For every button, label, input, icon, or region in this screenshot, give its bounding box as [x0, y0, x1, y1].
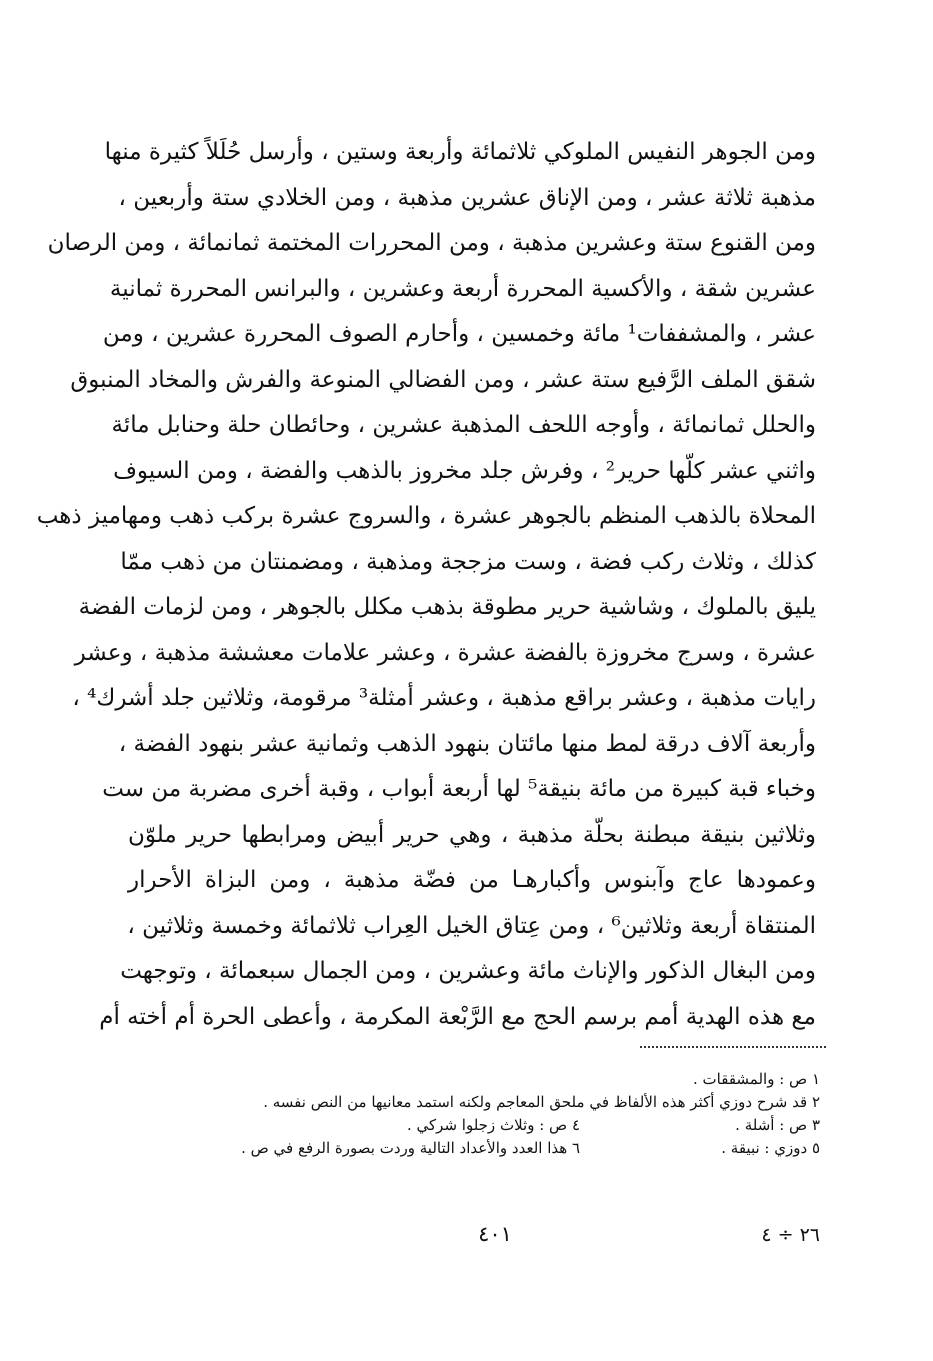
text-line: رايات مذهبة ، وعشر براقع مذهبة ، وعشر أمثلة³ مرقومة، وثلاثين جلد أشرك⁴ ، — [72, 685, 816, 711]
footnote-row — [140, 1114, 820, 1137]
footnote-row — [140, 1068, 820, 1091]
footnote-row — [140, 1137, 820, 1160]
text-line: ومن القنوع ستة وعشرين مذهبة ، ومن المحررات المختمة ثمانمائة ، ومن الرصان — [47, 230, 816, 256]
text-line: المنتقاة أربعة وثلاثين⁶ ، ومن عِتاق الخيل العِراب ثلاثمائة وخمسة وثلاثين ، — [127, 912, 816, 939]
signature-mark: ٢٦ ÷ ٤ — [761, 1224, 820, 1246]
text-line: شقق الملف الرَّفيع ستة عشر ، ومن الفضالي المنوعة والفرش والمخاد المنبوق — [70, 366, 816, 393]
text-line: والحلل ثمانمائة ، وأوجه اللحف المذهبة عشرين ، وحائطان حلة وحنابل مائة — [111, 412, 816, 438]
text-line: عشرة ، وسرج مخروزة بالفضة عشرة ، وعشر علامات معششة مذهبة ، وعشر — [74, 639, 816, 666]
text-line: ومن البغال الذكور والإناث مائة وعشرين ، ومن الجمال سبعمائة ، وتوجهت — [120, 958, 816, 984]
footnote-5: ٥ دوزي : نبيقة . — [721, 1139, 820, 1157]
text-line: وأربعة آلاف درقة لمط منها مائتان بنهود الذهب وثمانية عشر بنهود الفضة ، — [118, 730, 816, 757]
text-line: وثلاثين بنيقة مبطنة بحلّة مذهبة ، وهي حرير أبيض ومرابطها حرير ملوّن — [128, 821, 816, 848]
text-line: المحلاة بالذهب المنظم بالجوهر عشرة ، والسروج عشرة بركب ذهب ومهاميز ذهب — [36, 503, 816, 529]
footnote-1: ١ ص : والمشققات . — [693, 1070, 820, 1088]
text-line: يليق بالملوك ، وشاشية حرير مطوقة بذهب مكلل بالجوهر ، ومن لزمات الفضة — [78, 594, 816, 620]
text-line: عشرين شقة ، والأكسية المحررة أربعة وعشرين ، والبرانس المحررة ثمانية — [109, 275, 816, 302]
text-line: مع هذه الهدية أمم برسم الحج مع الرَّبْعة المكرمة ، وأعطى الحرة أم أخته أم — [99, 1003, 816, 1030]
text-line: وعمودها عاج وآبنوس وأكبارهـا من فضّة مذهبة ، ومن البزاة الأحرار — [128, 867, 816, 893]
footnotes — [140, 1068, 820, 1160]
text-line: ومن الجوهر النفيس الملوكي ثلاثمائة وأربعة وستين ، وأرسل حُلَلاً كثيرة منها — [104, 139, 816, 165]
text-line: عشر ، والمشففات¹ مائة وخمسين ، وأحارم الصوف المحررة عشرين ، ومن — [102, 321, 816, 347]
footnote-2: ٢ قد شرح دوزي أكثر هذه الألفاظ في ملحق المعاجم ولكنه استمد معانيها من النص نفسه . — [263, 1093, 820, 1111]
main-text-block — [36, 130, 816, 1040]
page-number: ٤٠١ — [478, 1222, 512, 1246]
text-line: مذهبة ثلاثة عشر ، ومن الإناق عشرين مذهبة ، ومن الخلادي ستة وأربعين ، — [118, 184, 816, 211]
footnote-divider — [640, 1046, 826, 1048]
footnote-row — [140, 1091, 820, 1114]
text-line: وخباء قبة كبيرة من مائة بنيقة⁵ لها أربعة أبواب ، وقبة أخرى مضربة من ست — [102, 776, 816, 802]
footnote-4: ٤ ص : وثلاث زجلوا شركي . — [406, 1116, 580, 1134]
text-line: واثني عشر كلّها حرير² ، وفرش جلد مخروز بالذهب والفضة ، ومن السيوف — [113, 457, 816, 484]
footnote-3: ٣ ص : أشلة . — [735, 1116, 820, 1134]
text-line: كذلك ، وثلاث ركب فضة ، وست مزججة ومذهبة ، ومضمنتان من ذهب ممّا — [120, 548, 816, 575]
footnote-6: ٦ هذا العدد والأعداد التالية وردت بصورة الرفع في ص . — [241, 1139, 580, 1157]
